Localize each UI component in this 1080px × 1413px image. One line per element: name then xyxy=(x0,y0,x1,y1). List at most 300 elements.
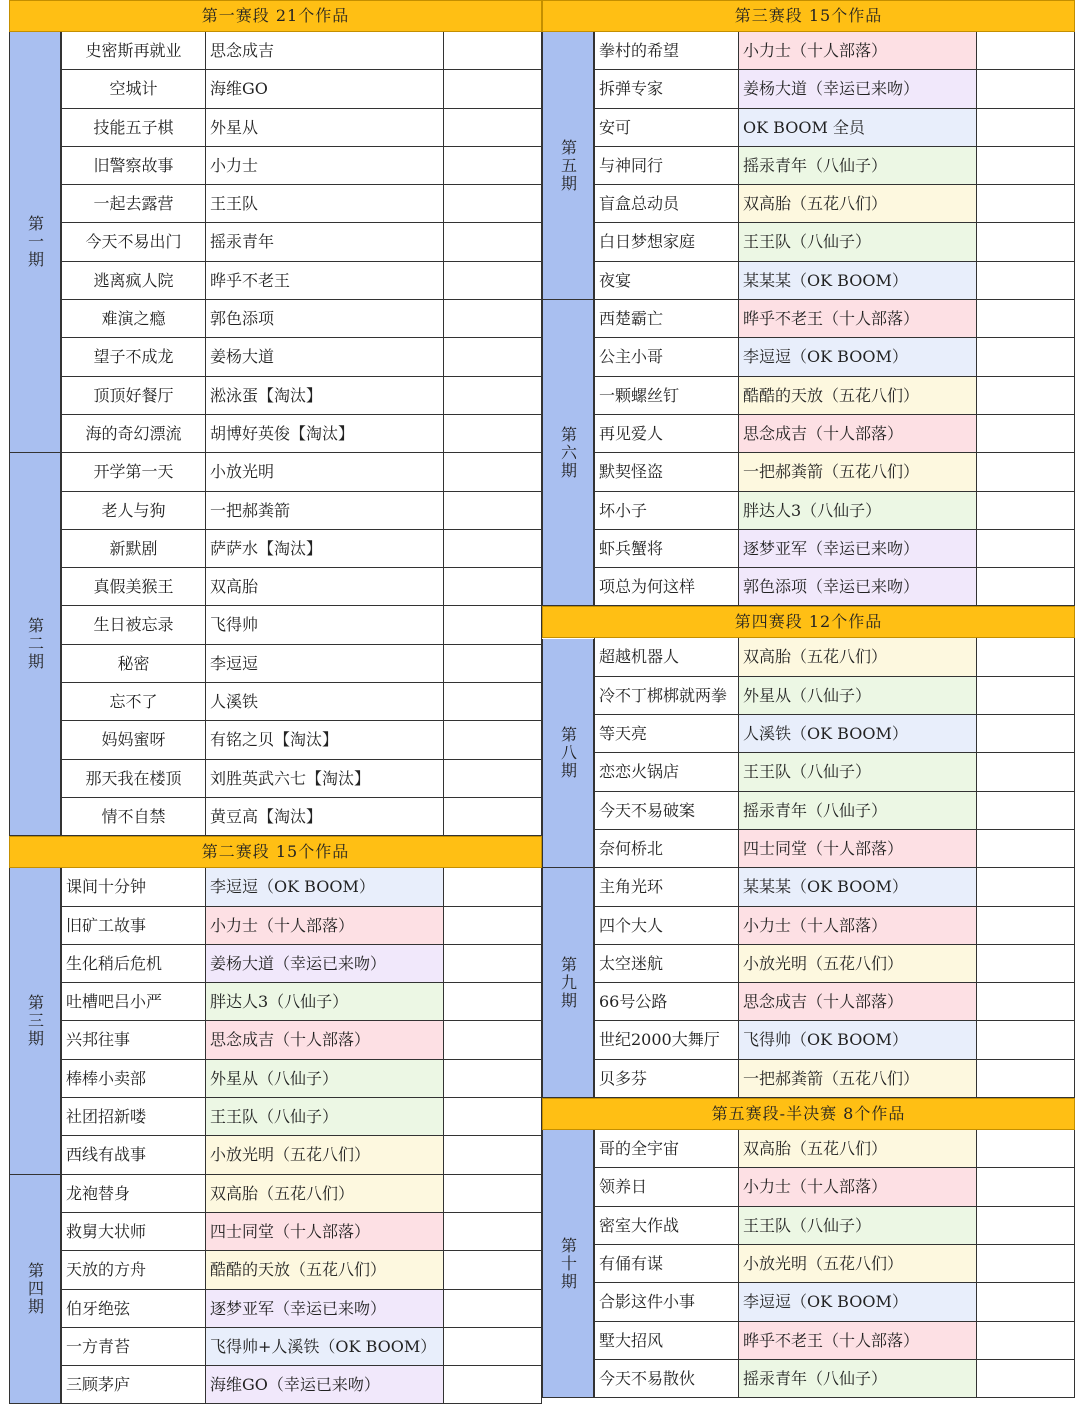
period-label xyxy=(542,300,594,606)
team-name: 李逗逗 xyxy=(205,645,443,682)
program-title: 救舅大状师 xyxy=(61,1213,205,1250)
blank-cell xyxy=(976,677,1075,714)
team-name: 一把郝粪箭 xyxy=(205,492,443,529)
blank-cell xyxy=(976,1245,1075,1282)
table-row xyxy=(9,1021,542,1059)
blank-cell xyxy=(443,907,542,944)
table-row xyxy=(9,185,542,223)
program-title: 兴邦往事 xyxy=(61,1021,205,1058)
program-title: 难演之瘾 xyxy=(61,300,205,337)
period-label-text: 第一期 xyxy=(25,215,45,270)
table-row xyxy=(9,1290,542,1328)
team-name: 小力士 xyxy=(205,147,443,184)
table-row xyxy=(542,109,1075,147)
team-name: 晔乎不老王 xyxy=(205,262,443,299)
program-title: 虾兵蟹将 xyxy=(594,530,738,567)
table-row xyxy=(9,683,542,721)
period-label xyxy=(9,453,61,836)
team-name: 淞泳蛋【淘汰】 xyxy=(205,377,443,414)
table-row xyxy=(542,70,1075,108)
team-name: 李逗逗（OK BOOM） xyxy=(205,868,443,905)
right-column xyxy=(542,0,1075,1398)
blank-cell xyxy=(443,530,542,567)
program-title: 今天不易散伙 xyxy=(594,1360,738,1397)
blank-cell xyxy=(976,1207,1075,1244)
table-row xyxy=(9,300,542,338)
section-header: 第四赛段 12个作品 xyxy=(542,606,1075,638)
period-label-text: 第三期 xyxy=(25,993,45,1048)
team-name: 双高胎（五花八们） xyxy=(738,638,976,675)
team-name: 飞得帅 xyxy=(205,606,443,643)
blank-cell xyxy=(443,1366,542,1403)
program-title: 妈妈蜜呀 xyxy=(61,721,205,758)
blank-cell xyxy=(443,721,542,758)
blank-cell xyxy=(976,1322,1075,1359)
blank-cell xyxy=(443,147,542,184)
table-row xyxy=(9,798,542,836)
program-title: 贝多芬 xyxy=(594,1060,738,1097)
blank-cell xyxy=(976,830,1075,867)
team-name: 晔乎不老王（十人部落） xyxy=(738,300,976,337)
table-row xyxy=(542,377,1075,415)
blank-cell xyxy=(443,1251,542,1288)
team-name: 摇汞青年（八仙子） xyxy=(738,147,976,184)
table-row xyxy=(542,1245,1075,1283)
team-name: 小力士（十人部落） xyxy=(738,1168,976,1205)
team-name: 小力士（十人部落） xyxy=(205,907,443,944)
team-name: 思念成吉（十人部落） xyxy=(205,1021,443,1058)
program-title: 墅大招风 xyxy=(594,1322,738,1359)
program-title: 一方青苔 xyxy=(61,1328,205,1365)
table-row xyxy=(9,606,542,644)
blank-cell xyxy=(443,262,542,299)
program-title: 有俑有谋 xyxy=(594,1245,738,1282)
table-row xyxy=(9,70,542,108)
table-row xyxy=(9,530,542,568)
program-title: 旧矿工故事 xyxy=(61,907,205,944)
left-column-inner xyxy=(9,0,542,1404)
blank-cell xyxy=(443,568,542,605)
table-row xyxy=(542,1322,1075,1360)
table-row xyxy=(542,830,1075,868)
table-row xyxy=(9,223,542,261)
blank-cell xyxy=(976,415,1075,452)
program-title: 恋恋火锅店 xyxy=(594,753,738,790)
period-label xyxy=(542,32,594,300)
team-name: 黄豆高【淘汰】 xyxy=(205,798,443,835)
team-name: 晔乎不老王（十人部落） xyxy=(738,1322,976,1359)
team-name: 萨萨水【淘汰】 xyxy=(205,530,443,567)
program-title: 今天不易出门 xyxy=(61,223,205,260)
program-title: 顶顶好餐厅 xyxy=(61,377,205,414)
table-row xyxy=(542,1168,1075,1206)
blank-cell xyxy=(443,185,542,222)
team-name: 摇汞青年（八仙子） xyxy=(738,1360,976,1397)
blank-cell xyxy=(976,185,1075,222)
blank-cell xyxy=(443,300,542,337)
program-title: 老人与狗 xyxy=(61,492,205,529)
team-name: 小力士（十人部落） xyxy=(738,907,976,944)
table-row xyxy=(9,645,542,683)
blank-cell xyxy=(443,70,542,107)
table-row xyxy=(9,453,542,491)
table-row xyxy=(542,1060,1075,1098)
team-name: 海维GO xyxy=(205,70,443,107)
table-row xyxy=(9,1098,542,1136)
program-title: 领养日 xyxy=(594,1168,738,1205)
team-name: 李逗逗（OK BOOM） xyxy=(738,1283,976,1320)
program-title: 等天亮 xyxy=(594,715,738,752)
blank-cell xyxy=(976,1130,1075,1167)
table-row xyxy=(9,1060,542,1098)
program-title: 生化稍后危机 xyxy=(61,945,205,982)
team-name: 小放光明（五花八们） xyxy=(205,1136,443,1173)
program-title: 课间十分钟 xyxy=(61,868,205,905)
team-name: 某某某（OK BOOM） xyxy=(738,262,976,299)
team-name: 思念成吉 xyxy=(205,32,443,69)
section-header: 第五赛段-半决赛 8个作品 xyxy=(542,1098,1075,1130)
table-row xyxy=(9,721,542,759)
team-name: 思念成吉（十人部落） xyxy=(738,415,976,452)
table-row xyxy=(542,1130,1075,1168)
table-row xyxy=(542,453,1075,491)
period-label-text: 第十期 xyxy=(558,1236,578,1291)
blank-cell xyxy=(976,568,1075,605)
team-name: 郭色添项 xyxy=(205,300,443,337)
blank-cell xyxy=(443,1060,542,1097)
blank-cell xyxy=(976,1060,1075,1097)
team-name: 姜杨大道（幸运已来吻） xyxy=(205,945,443,982)
program-title: 逃离疯人院 xyxy=(61,262,205,299)
right-column-inner xyxy=(542,0,1075,1398)
table-row xyxy=(542,868,1075,906)
table-row xyxy=(542,792,1075,830)
table-row xyxy=(542,715,1075,753)
team-name: 胖达人3（八仙子） xyxy=(738,492,976,529)
blank-cell xyxy=(976,223,1075,260)
table-row xyxy=(9,907,542,945)
team-name: 王王队（八仙子） xyxy=(738,223,976,260)
table-row xyxy=(9,1136,542,1174)
team-name: OK BOOM 全员 xyxy=(738,109,976,146)
table-row xyxy=(9,868,542,906)
blank-cell xyxy=(443,453,542,490)
team-name: 小力士（十人部落） xyxy=(738,32,976,69)
table-row xyxy=(542,185,1075,223)
program-title: 技能五子棋 xyxy=(61,109,205,146)
blank-cell xyxy=(443,868,542,905)
period-label xyxy=(542,1130,594,1398)
program-title: 拳村的希望 xyxy=(594,32,738,69)
blank-cell xyxy=(976,300,1075,337)
program-title: 密室大作战 xyxy=(594,1207,738,1244)
section-header: 第一赛段 21个作品 xyxy=(9,0,542,32)
program-title: 三顾茅庐 xyxy=(61,1366,205,1403)
blank-cell xyxy=(976,377,1075,414)
team-name: 一把郝粪箭（五花八们） xyxy=(738,453,976,490)
blank-cell xyxy=(976,907,1075,944)
program-title: 奈何桥北 xyxy=(594,830,738,867)
blank-cell xyxy=(443,945,542,982)
team-name: 姜杨大道 xyxy=(205,338,443,375)
team-name: 酷酷的天放（五花八们） xyxy=(205,1251,443,1288)
program-title: 吐槽吧吕小严 xyxy=(61,983,205,1020)
blank-cell xyxy=(443,109,542,146)
team-name: 李逗逗（OK BOOM） xyxy=(738,338,976,375)
table-row xyxy=(9,262,542,300)
blank-cell xyxy=(976,1283,1075,1320)
program-title: 旧警察故事 xyxy=(61,147,205,184)
table-row xyxy=(9,1213,542,1251)
program-title: 主角光环 xyxy=(594,868,738,905)
table-row xyxy=(9,983,542,1021)
blank-cell xyxy=(443,415,542,452)
blank-cell xyxy=(976,983,1075,1020)
program-title: 那天我在楼顶 xyxy=(61,760,205,797)
blank-cell xyxy=(443,798,542,835)
blank-cell xyxy=(976,530,1075,567)
team-name: 胡博好英俊【淘汰】 xyxy=(205,415,443,452)
team-name: 飞得帅+人溪铁（OK BOOM） xyxy=(205,1328,443,1365)
table-row xyxy=(9,32,542,70)
left-column xyxy=(9,0,542,1404)
program-title: 棒棒小卖部 xyxy=(61,1060,205,1097)
program-title: 安可 xyxy=(594,109,738,146)
blank-cell xyxy=(443,760,542,797)
table-row xyxy=(542,1283,1075,1321)
blank-cell xyxy=(443,1290,542,1327)
team-name: 外星从（八仙子） xyxy=(205,1060,443,1097)
blank-cell xyxy=(443,32,542,69)
program-title: 空城计 xyxy=(61,70,205,107)
team-name: 小放光明 xyxy=(205,453,443,490)
team-name: 某某某（OK BOOM） xyxy=(738,868,976,905)
team-name: 飞得帅（OK BOOM） xyxy=(738,1021,976,1058)
period-label xyxy=(542,868,594,1098)
team-name: 姜杨大道（幸运已来吻） xyxy=(738,70,976,107)
blank-cell xyxy=(976,492,1075,529)
period-label-text: 第六期 xyxy=(558,425,578,480)
period-label-text: 第二期 xyxy=(25,617,45,672)
program-title: 天放的方舟 xyxy=(61,1251,205,1288)
table-row xyxy=(542,983,1075,1021)
team-name: 双高胎（五花八们） xyxy=(205,1175,443,1212)
team-name: 郭色添项（幸运已来吻） xyxy=(738,568,976,605)
blank-cell xyxy=(976,70,1075,107)
program-title: 夜宴 xyxy=(594,262,738,299)
program-title: 开学第一天 xyxy=(61,453,205,490)
blank-cell xyxy=(976,1021,1075,1058)
table-row xyxy=(542,530,1075,568)
team-name: 双高胎（五花八们） xyxy=(738,1130,976,1167)
program-title: 太空迷航 xyxy=(594,945,738,982)
team-name: 摇汞青年（八仙子） xyxy=(738,792,976,829)
table-row xyxy=(542,1207,1075,1245)
team-name: 思念成吉（十人部落） xyxy=(738,983,976,1020)
period-label-text: 第九期 xyxy=(558,955,578,1010)
program-title: 默契怪盗 xyxy=(594,453,738,490)
blank-cell xyxy=(443,377,542,414)
blank-cell xyxy=(443,338,542,375)
program-title: 真假美猴王 xyxy=(61,568,205,605)
program-title: 坏小子 xyxy=(594,492,738,529)
table-row xyxy=(9,109,542,147)
blank-cell xyxy=(443,1098,542,1135)
program-title: 西楚霸亡 xyxy=(594,300,738,337)
table-row xyxy=(9,492,542,530)
blank-cell xyxy=(443,1175,542,1212)
table-row xyxy=(542,907,1075,945)
team-name: 一把郝粪箭（五花八们） xyxy=(738,1060,976,1097)
table-row xyxy=(542,1360,1075,1398)
period-label-text: 第五期 xyxy=(558,138,578,193)
blank-cell xyxy=(443,606,542,643)
program-title: 新默剧 xyxy=(61,530,205,567)
period-label-text: 第八期 xyxy=(558,725,578,780)
program-title: 忘不了 xyxy=(61,683,205,720)
table-row xyxy=(542,415,1075,453)
blank-cell xyxy=(976,109,1075,146)
table-row xyxy=(9,760,542,798)
blank-cell xyxy=(976,32,1075,69)
program-title: 一颗螺丝钉 xyxy=(594,377,738,414)
blank-cell xyxy=(976,945,1075,982)
program-title: 合影这件小事 xyxy=(594,1283,738,1320)
team-name: 四士同堂（十人部落） xyxy=(205,1213,443,1250)
program-title: 超越机器人 xyxy=(594,638,738,675)
blank-cell xyxy=(976,753,1075,790)
program-title: 再见爱人 xyxy=(594,415,738,452)
blank-cell xyxy=(976,1168,1075,1205)
period-label xyxy=(9,32,61,453)
blank-cell xyxy=(976,638,1075,675)
blank-cell xyxy=(443,1328,542,1365)
program-title: 公主小哥 xyxy=(594,338,738,375)
team-name: 逐梦亚军（幸运已来吻） xyxy=(738,530,976,567)
blank-cell xyxy=(443,492,542,529)
table-row xyxy=(542,338,1075,376)
program-title: 社团招新喽 xyxy=(61,1098,205,1135)
team-name: 王王队（八仙子） xyxy=(738,1207,976,1244)
table-row xyxy=(542,32,1075,70)
program-title: 世纪2000大舞厅 xyxy=(594,1021,738,1058)
team-name: 海维GO（幸运已来吻） xyxy=(205,1366,443,1403)
program-title: 项总为何这样 xyxy=(594,568,738,605)
team-name: 王王队（八仙子） xyxy=(738,753,976,790)
table-row xyxy=(9,1328,542,1366)
team-name: 小放光明（五花八们） xyxy=(738,945,976,982)
blank-cell xyxy=(976,715,1075,752)
blank-cell xyxy=(443,223,542,260)
period-label xyxy=(9,1175,61,1405)
team-name: 刘胜英武六七【淘汰】 xyxy=(205,760,443,797)
table-row xyxy=(9,377,542,415)
table-row xyxy=(542,677,1075,715)
blank-cell xyxy=(443,683,542,720)
program-title: 盲盒总动员 xyxy=(594,185,738,222)
program-title: 四个大人 xyxy=(594,907,738,944)
table-row xyxy=(9,1366,542,1404)
program-title: 拆弹专家 xyxy=(594,70,738,107)
blank-cell xyxy=(976,1360,1075,1397)
table-row xyxy=(542,300,1075,338)
team-name: 外星从 xyxy=(205,109,443,146)
section-header: 第二赛段 15个作品 xyxy=(9,836,542,868)
blank-cell xyxy=(443,1021,542,1058)
period-label xyxy=(542,639,594,869)
team-name: 有铭之贝【淘汰】 xyxy=(205,721,443,758)
team-name: 王王队 xyxy=(205,185,443,222)
table-row xyxy=(542,1021,1075,1059)
program-title: 今天不易破案 xyxy=(594,792,738,829)
program-title: 情不自禁 xyxy=(61,798,205,835)
table-row xyxy=(542,262,1075,300)
blank-cell xyxy=(443,645,542,682)
team-name: 双高胎（五花八们） xyxy=(738,185,976,222)
team-name: 逐梦亚军（幸运已来吻） xyxy=(205,1290,443,1327)
team-name: 王王队（八仙子） xyxy=(205,1098,443,1135)
team-name: 酷酷的天放（五花八们） xyxy=(738,377,976,414)
team-name: 人溪铁 xyxy=(205,683,443,720)
program-title: 与神同行 xyxy=(594,147,738,184)
blank-cell xyxy=(976,792,1075,829)
blank-cell xyxy=(443,1213,542,1250)
program-title: 一起去露营 xyxy=(61,185,205,222)
team-name: 四士同堂（十人部落） xyxy=(738,830,976,867)
table-row xyxy=(542,492,1075,530)
team-name: 人溪铁（OK BOOM） xyxy=(738,715,976,752)
program-title: 望子不成龙 xyxy=(61,338,205,375)
blank-cell xyxy=(443,1136,542,1173)
blank-cell xyxy=(976,338,1075,375)
program-title: 龙袍替身 xyxy=(61,1175,205,1212)
table-row xyxy=(9,945,542,983)
blank-cell xyxy=(976,147,1075,184)
program-title: 生日被忘录 xyxy=(61,606,205,643)
program-title: 西线有战事 xyxy=(61,1136,205,1173)
section-header: 第三赛段 15个作品 xyxy=(542,0,1075,32)
table-row xyxy=(542,223,1075,261)
program-title: 海的奇幻漂流 xyxy=(61,415,205,452)
program-title: 哥的全宇宙 xyxy=(594,1130,738,1167)
period-label-text: 第四期 xyxy=(25,1262,45,1317)
table-row xyxy=(542,753,1075,791)
table-row xyxy=(9,415,542,453)
blank-cell xyxy=(976,262,1075,299)
program-title: 66号公路 xyxy=(594,983,738,1020)
program-title: 伯牙绝弦 xyxy=(61,1290,205,1327)
period-label xyxy=(9,868,61,1174)
program-title: 史密斯再就业 xyxy=(61,32,205,69)
table-row xyxy=(542,568,1075,606)
team-name: 外星从（八仙子） xyxy=(738,677,976,714)
program-title: 冷不丁梆梆就两拳 xyxy=(594,677,738,714)
table-row xyxy=(9,1175,542,1213)
program-title: 秘密 xyxy=(61,645,205,682)
program-title: 白日梦想家庭 xyxy=(594,223,738,260)
blank-cell xyxy=(443,983,542,1020)
blank-cell xyxy=(976,453,1075,490)
table-row xyxy=(542,945,1075,983)
blank-cell xyxy=(976,868,1075,905)
table-row xyxy=(542,147,1075,185)
table-row xyxy=(9,1251,542,1289)
team-name: 小放光明（五花八们） xyxy=(738,1245,976,1282)
table-row xyxy=(542,638,1075,676)
team-name: 双高胎 xyxy=(205,568,443,605)
team-name: 胖达人3（八仙子） xyxy=(205,983,443,1020)
table-row xyxy=(9,338,542,376)
